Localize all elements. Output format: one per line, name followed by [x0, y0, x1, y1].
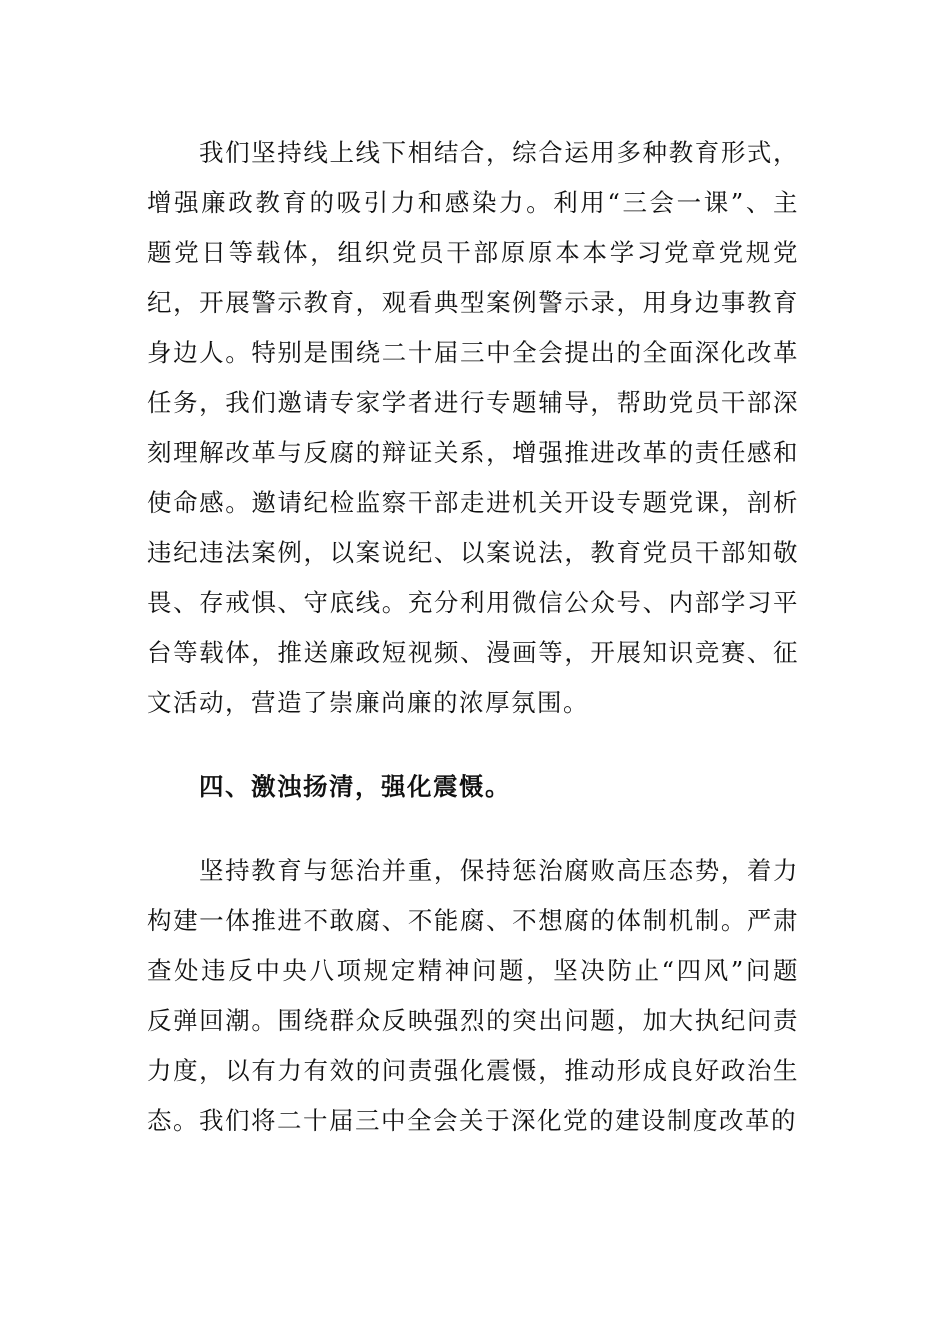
- body-paragraph: 坚持教育与惩治并重，保持惩治腐败高压态势，着力构建一体推进不敢腐、不能腐、不想腐的体制机制。严肃查处违反中央八项规定精神问题，坚决防止“四风”问题反弹回潮。围绕群众反映强烈的突出问题，加大执纪问责力度，以有力有效的问责强化震慑，推动形成良好政治生态。我们将二十届三中全会关于深化党的建设制度改革的: [147, 856, 799, 1135]
- section-heading: 四、激浊扬清，强化震慑。: [199, 772, 511, 801]
- body-paragraph: 我们坚持线上线下相结合，综合运用多种教育形式，增强廉政教育的吸引力和感染力。利用“三会一课”、主题党日等载体，组织党员干部原原本本学习党章党规党纪，开展警示教育，观看典型案例警示录，用身边事教育身边人。特别是围绕二十届三中全会提出的全面深化改革任务，我们邀请专家学者进行专题辅导，帮助党员干部深刻理解改革与反腐的辩证关系，增强推进改革的责任感和使命感。邀请纪检监察干部走进机关开设专题党课，剖析违纪违法案例，以案说纪、以案说法，教育党员干部知敬畏、存戒惧、守底线。充分利用微信公众号、内部学习平台等载体，推送廉政短视频、漫画等，开展知识竞赛、征文活动，营造了崇廉尚廉的浓厚氛围。: [147, 138, 799, 717]
